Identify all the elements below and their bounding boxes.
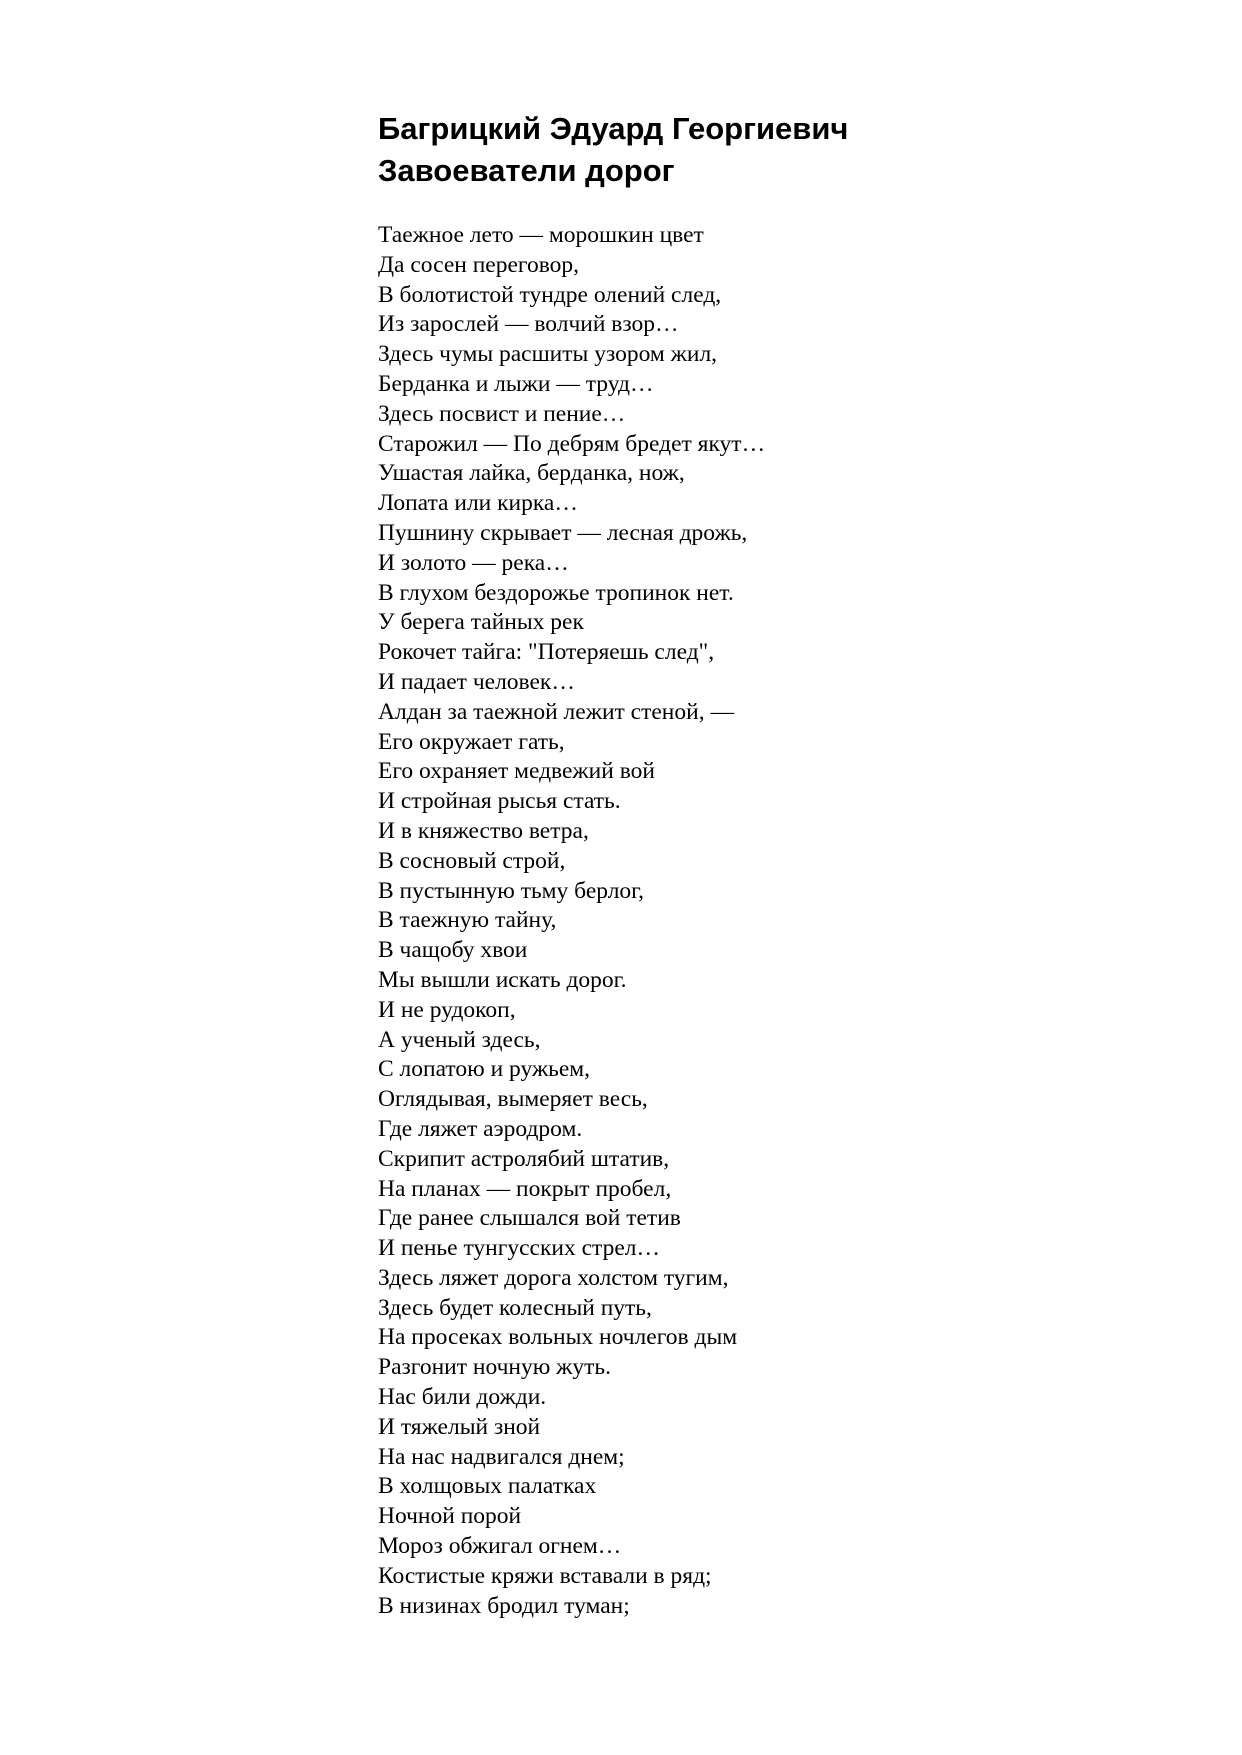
poem-line: Оглядывая, вымеряет весь,	[378, 1086, 648, 1113]
poem-line: Рокочет тайга: "Потеряешь след",	[378, 639, 715, 666]
poem-line: В пустынную тьму берлог,	[378, 877, 645, 904]
poem-line: На планах — покрыт пробел,	[378, 1175, 672, 1202]
poem-line: В болотистой тундре олений след,	[378, 281, 722, 308]
document-header	[378, 108, 1178, 192]
poem-line: А ученый здесь,	[378, 1026, 541, 1053]
poem-line: Нас били дожди.	[378, 1384, 547, 1411]
poem-line: И тяжелый зной	[378, 1413, 541, 1440]
poem-line: Да сосен переговор,	[378, 251, 580, 278]
poem-line: На нас надвигался днем;	[378, 1443, 625, 1470]
poem-line: С лопатою и ружьем,	[378, 1056, 591, 1083]
poem-line: Скрипит астролябий штатив,	[378, 1145, 670, 1172]
poem-line: Таежное лето — морошкин цвет	[378, 222, 704, 248]
poem-line: Алдан за таежной лежит стеной, —	[378, 698, 734, 725]
poem-line: Лопата или кирка…	[378, 490, 578, 517]
poem-line: Его охраняет медвежий вой	[378, 758, 655, 785]
poem-line: В сосновый строй,	[378, 847, 566, 874]
poem-line: Здесь посвист и пение…	[378, 400, 626, 427]
poem-line: И не рудокоп,	[378, 996, 516, 1023]
poem-line: Здесь ляжет дорога холстом тугим,	[378, 1264, 729, 1291]
poem-line: Ушастая лайка, берданка, нож,	[378, 460, 685, 487]
poem-line: Старожил — По дебрям бредет якут…	[378, 430, 766, 457]
poem-line: Берданка и лыжи — труд…	[378, 370, 654, 397]
poem-title: Завоеватели дорог	[378, 153, 675, 188]
poem-line: На просеках вольных ночлегов дым	[378, 1324, 738, 1351]
poem-line: Где ранее слышался вой тетив	[378, 1205, 681, 1232]
poem-line: И золото — река…	[378, 549, 569, 576]
poem-line: И стройная рысья стать.	[378, 788, 621, 815]
poem-line: Разгонит ночную жуть.	[378, 1354, 612, 1381]
poem-line: Мороз обжигал огнем…	[378, 1533, 622, 1560]
poem-line: В холщовых палатках	[378, 1473, 597, 1500]
poem-line: Его окружает гать,	[378, 728, 565, 755]
poem-line: И падает человек…	[378, 668, 575, 695]
poem-line: У берега тайных рек	[378, 609, 584, 636]
poem-line: Здесь чумы расшиты узором жил,	[378, 341, 718, 368]
poem-line: Костистые кряжи вставали в ряд;	[378, 1562, 712, 1589]
poem-line: В таежную тайну,	[378, 907, 557, 934]
poem-line: Где ляжет аэродром.	[378, 1115, 583, 1142]
poem-line: Пушнину скрывает — лесная дрожь,	[378, 519, 748, 546]
author-name: Багрицкий Эдуард Георгиевич	[378, 111, 849, 146]
poem-line: И в княжество ветра,	[378, 817, 589, 844]
poem-body	[378, 221, 1178, 1621]
poem-line: Здесь будет колесный путь,	[378, 1294, 652, 1321]
poem-line: В глухом бездорожье тропинок нет.	[378, 579, 734, 606]
poem-line: Из зарослей — волчий взор…	[378, 311, 679, 338]
poem-line: И пенье тунгусских стрел…	[378, 1235, 660, 1262]
poem-line: Мы вышли искать дорог.	[378, 966, 627, 993]
poem-line: В низинах бродил туман;	[378, 1592, 630, 1619]
poem-line: Ночной порой	[378, 1503, 522, 1530]
poem-line: В чащобу хвои	[378, 937, 528, 964]
